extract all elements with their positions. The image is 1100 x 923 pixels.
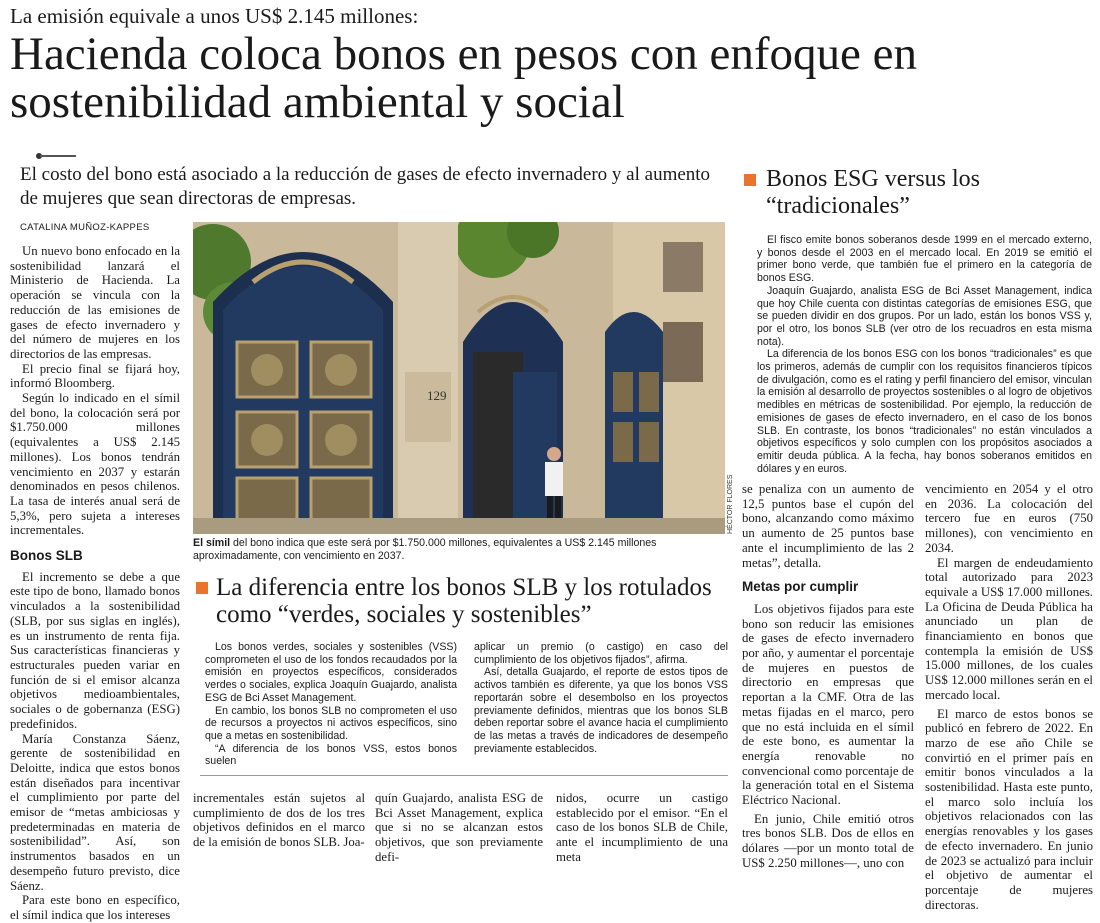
vss-title: La diferencia entre los bonos SLB y los rotulados como “verdes, sociales y sostenibles” — [216, 574, 712, 628]
column-5 — [742, 482, 914, 871]
deck: El costo del bono está asociado a la reducción de gases de efecto invernadero y al aumento de mujeres que sean directoras de empresas. — [20, 164, 711, 209]
headline: Hacienda coloca bonos en pesos con enfoque en sostenibilidad ambiental y social — [10, 28, 918, 128]
photo-credit: HÉCTOR FLORES — [727, 474, 734, 534]
paragraph: El fisco emite bonos soberanos desde 1999 en el mercado externo, y bonos desde el 2003 en el mercado local. En 2019 se emitió el primer bono verde, que también fue el primero en la categoría de bonos ESG. — [757, 234, 1092, 285]
caption-lead: El símil — [193, 537, 231, 549]
vss-marker — [196, 582, 208, 594]
building-number: 129 — [427, 388, 447, 403]
paragraph: se penaliza con un aumento de 12,5 puntos base el cupón del bono, alcanzando como máximo un aumento de 25 puntos base ante el incumplimiento de las 2 metas”, detalla. — [742, 482, 914, 570]
subhead-metas: Metas por cumplir — [742, 579, 859, 595]
column-1 — [10, 244, 180, 923]
paragraph: En cambio, los bonos SLB no comprometen el uso de recursos a proyectos ni activos específicos, sino que a metas en sostenibilidad. — [205, 704, 457, 742]
deck-rule — [40, 155, 76, 157]
paragraph: “A diferencia de los bonos VSS, estos bonos suelen — [205, 742, 457, 768]
paragraph: El incremento se debe a que este tipo de bono, llamado bonos vinculados a la sostenibilidad (SLB, por sus siglas en inglés), es un instrumento de renta fija. Sus características financieras y estructurales pueden variar en función de si el emisor alcanza objetivos medioambientales, sociales o de gobernanza (ESG) predefinidos. — [10, 569, 180, 731]
paragraph: vencimiento en 2054 y el otro en 2036. La colocación del tercero fue en euros (750 millones), con vencimiento en 2034. — [925, 482, 1093, 555]
paragraph: Según lo indicado en el símil del bono, la colocación será por $1.750.000 millones (equivalentes a US$ 2.145 millones). Los bonos tendrán vencimiento en 2037 y estarán denominados en pesos chilenos. La tasa de interés anual será de 5,3%, pero sujeta a intereses incrementales. — [10, 391, 180, 538]
paragraph: El marco de estos bonos se publicó en febrero de 2022. En marzo de ese año Chile se convirtió en el primer país en emitir bonos vinculados a la sostenibilidad. Hasta este punto, el marco solo incluía los objetivos relacionados con las energías renovables y los gases de efecto invernadero. En junio de 2023 se actualizó para incluir el objetivo de aumentar el porcentaje de mujeres directoras. — [925, 706, 1093, 912]
bottom-column-2: quín Guajardo, analista ESG de Bci Asset Management, explica que si no se alcanzan estos objetivos, que son previamente defi- — [375, 791, 543, 864]
paragraph: El precio final se fijará hoy, informó Bloomberg. — [10, 361, 180, 391]
paragraph: Para este bono en específico, el símil indica que los intereses — [10, 893, 180, 922]
vss-right-column — [474, 641, 728, 755]
vss-left-column — [205, 641, 457, 768]
paragraph: En junio, Chile emitió otros tres bonos SLB. Dos de ellos en dólares —por un monto total de US$ 2.250 millones—, uno con — [742, 811, 914, 870]
paragraph: María Constanza Sáenz, gerente de sostenibilidad en Deloitte, indica que estos bonos están diseñados para incentivar el cumplimiento por parte del emisor de “metas ambiciosas y predeterminadas en materia de sostenibilidad”. Así, son instrumentos basados en un desempeño futuro previsto, dice Sáenz. — [10, 731, 180, 893]
sidebar-marker — [744, 174, 756, 186]
building-photo — [193, 222, 725, 534]
paragraph: La diferencia de los bonos ESG con los bonos “tradicionales” es que los primeros, además de cumplir con los requisitos financieros típicos de divulgación, como es el rating y perfil financiero del emisor, vinculan la emisión al desarrollo de proyectos sostenibles o al logro de objetivos medibles en métricas de sostenibilidad. Por ejemplo, la reducción de emisiones de gases de efecto invernadero, en el caso de los bonos SLB. En contraste, los bonos “tradicionales” no están vinculados a objetivos específicos y solo cumplen con los propósitos asociados a emitir deuda pública. A la fecha, hay bonos soberanos emitidos en dólares y en euros. — [757, 348, 1092, 475]
paragraph: Así, detalla Guajardo, el reporte de estos tipos de activos también es diferente, ya que los bonos VSS reportarán sobre el desembolso en los proyectos previamente definidos, mientras que los bonos SLB deben reportar sobre el avance hacia el cumplimiento de las metas a través de indicadores de desempeño previamente establecidos. — [474, 666, 728, 755]
paragraph: Un nuevo bono enfocado en la sostenibilidad lanzará el Ministerio de Hacienda. La operación se vincula con la reducción de las emisiones de gases de efecto invernadero y del número de mujeres en los directorios de las empresas. — [10, 244, 180, 361]
paragraph: aplicar un premio (o castigo) en caso del cumplimiento de los objetivos fijados”, afirma. — [474, 641, 728, 666]
author-byline: CATALINA MUÑOZ-KAPPES — [20, 222, 150, 233]
column-6 — [925, 482, 1093, 912]
bottom-column-1: incrementales están sujetos al cumplimiento de dos de los tres objetivos definidos en el marco de la emisión de bonos SLB. Joa- — [193, 791, 365, 850]
caption-text: del bono indica que este será por $1.750.000 millones, equivalentes a US$ 2.145 millones aproximadamente, con vencimiento en 2037. — [193, 537, 657, 562]
sidebar-text — [757, 234, 1092, 475]
paragraph: Los objetivos fijados para este bono son reducir las emisiones de gases de efecto invernadero por año, y aumentar el porcentaje de mujeres en puestos de directorio en empresas que reportan a la CMF. Otra de las metas fijadas en el marco, pero que no está incluida en el símil de este bono, es aumentar la energía renovable no convencional como porcentaje de la generación total en el Sistema Eléctrico Nacional. — [742, 601, 914, 808]
sidebar-title: Bonos ESG versus los “tradicionales” — [766, 166, 981, 219]
bottom-column-3: nidos, ocurre un castigo establecido por el emisor. “En el caso de los bonos SLB de Chile, ante el incumplimiento de una meta — [556, 791, 728, 864]
kicker: La emisión equivale a unos US$ 2.145 millones: — [10, 4, 419, 28]
photo-caption — [193, 537, 728, 562]
subhead-bonos-slb: Bonos SLB — [10, 548, 83, 564]
paragraph: Los bonos verdes, sociales y sostenibles (VSS) comprometen el uso de los fondos recaudados por la emisión en proyectos específicos, considerados verdes o sociales, explica Joaquín Guajardo, analista ESG de Bci Asset Management. — [205, 641, 457, 704]
vss-divider — [200, 775, 728, 776]
paragraph: El margen de endeudamiento total autorizado para 2023 equivale a US$ 17.000 millones. La Oficina de Deuda Pública ha anunciado un plan de financiamiento en bonos que contempla la emisión de US$ 15.000 millones, de los cuales US$ 12.000 millones serán en el mercado local. — [925, 555, 1093, 702]
paragraph: Joaquín Guajardo, analista ESG de Bci Asset Management, indica que hoy Chile cuenta con distintas categorías de emisiones ESG, que se pueden dividir en dos grupos. Por un lado, están los bonos VSS y, por el otro, los bonos SLB (ver otro de los recuadros en esta misma nota). — [757, 284, 1092, 348]
